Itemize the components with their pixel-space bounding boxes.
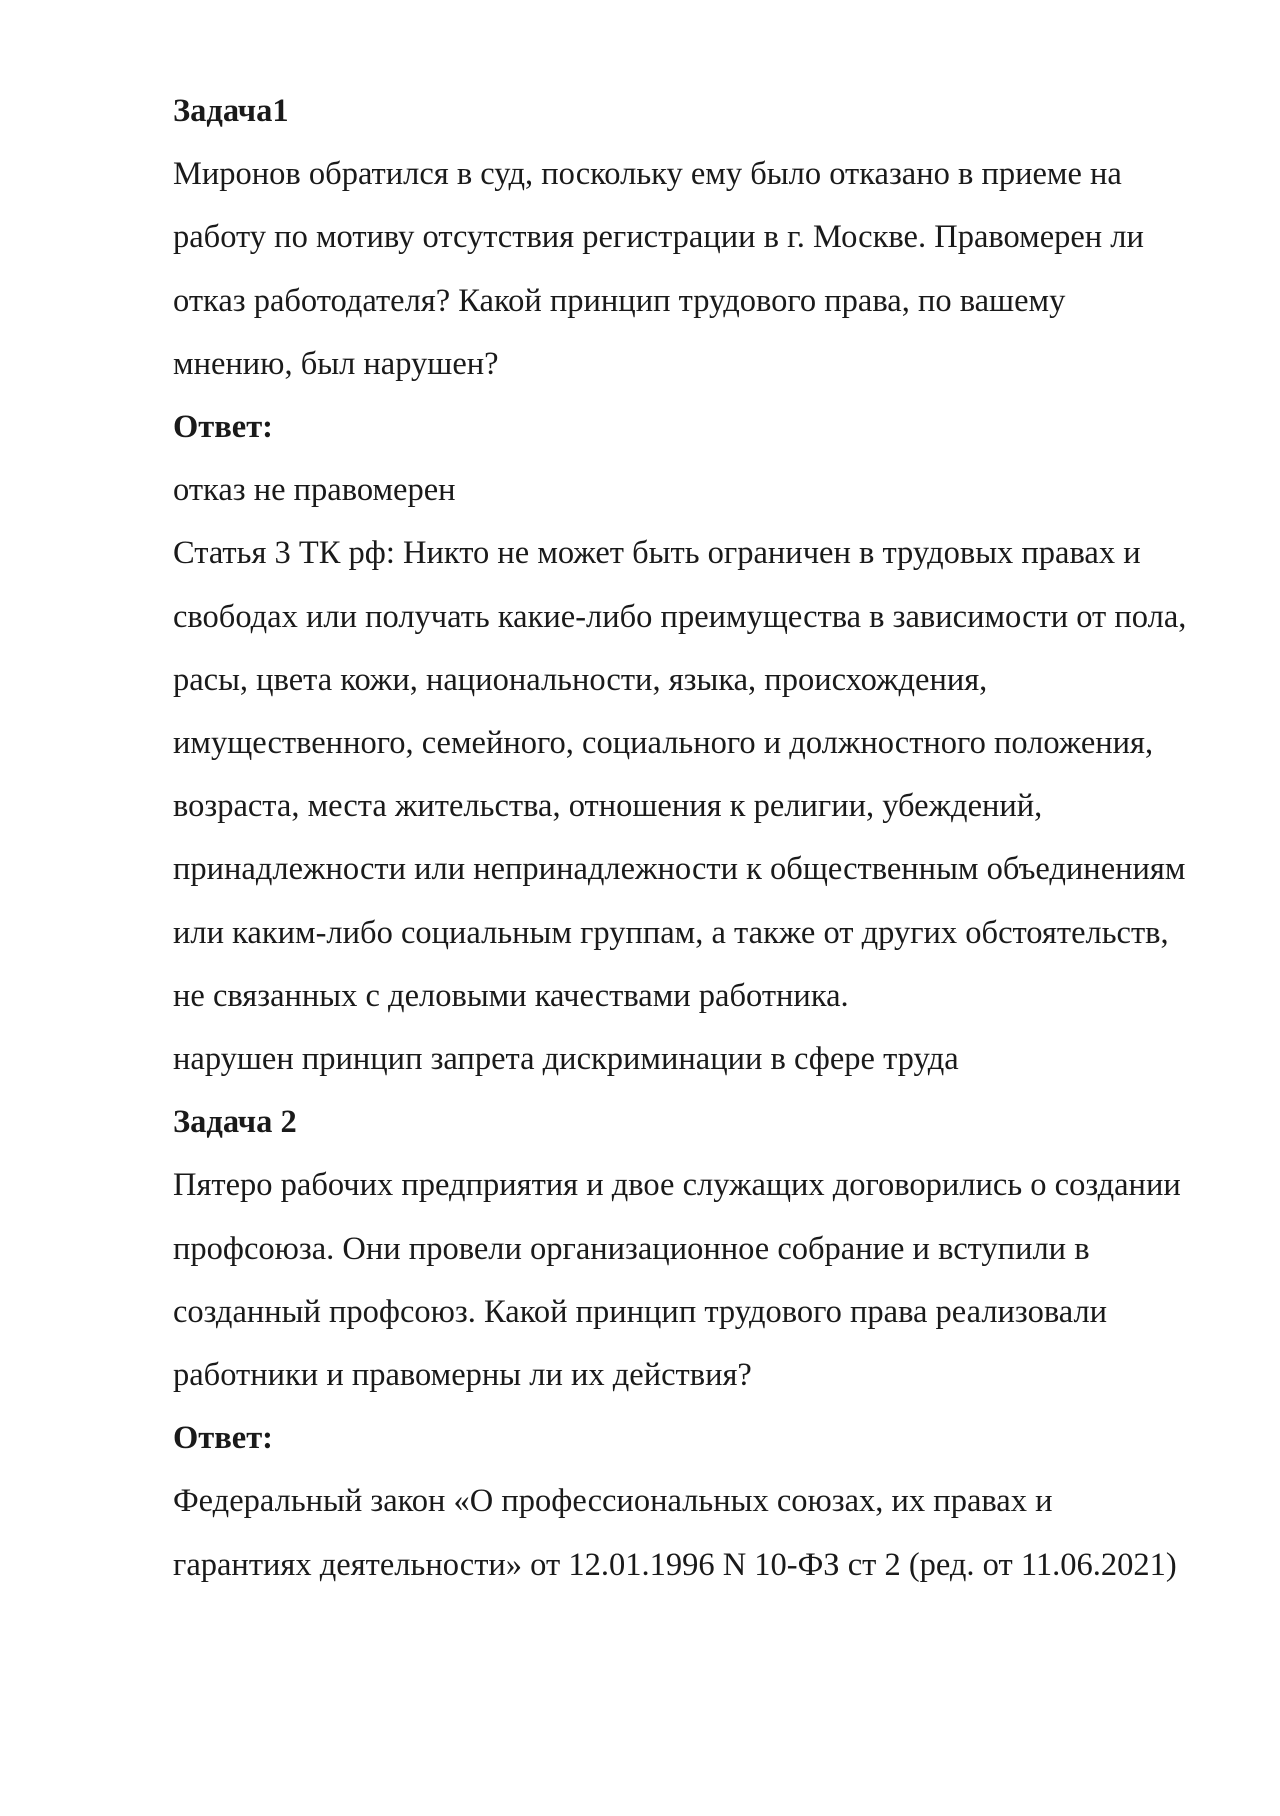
task1-answer-principle: нарушен принцип запрета дискриминации в сфере труда (173, 1041, 959, 1078)
task2-title: Задача 2 (173, 1104, 297, 1141)
task1-answer-label: Ответ: (173, 409, 274, 446)
task1-question: Миронов обратился в суд, поскольку ему было отказано в приеме на работу по мотиву отсутствия регистрации в г. Москве. Правомерен ли отказ работодателя? Какой принцип трудового права, по вашему мнению, был нарушен? (173, 156, 1144, 382)
task1-answer-article: Статья 3 ТК рф: Никто не может быть ограничен в трудовых правах и свободах или получать какие-либо преимущества в зависимости от пола, расы, цвета кожи, национальности, языка, происхождения, имущественного, семейного, социального и должностного положения, возраста, места жительства, отношения к религии, убеждений, принадлежности или непринадлежности к общественным объединениям или каким-либо социальным группам, а также от других обстоятельств, не связанных с деловыми качествами работника. (173, 535, 1187, 1014)
task2-answer-law: Федеральный закон «О профессиональных союзах, их правах и гарантиях деятельности» от 12.01.1996 N 10-ФЗ ст 2 (ред. от 11.06.2021) (173, 1483, 1177, 1583)
task1-answer-verdict: отказ не правомерен (173, 472, 456, 509)
task1-title: Задача1 (173, 93, 289, 129)
task2-question: Пятеро рабочих предприятия и двое служащих договорились о создании профсоюза. Они провели организационное собрание и вступили в созданный профсоюз. Какой принцип трудового права реализовали работники и правомерны ли их действия? (173, 1167, 1181, 1394)
document-page (173, 80, 1193, 1597)
task2-answer-label: Ответ: (173, 1420, 274, 1457)
